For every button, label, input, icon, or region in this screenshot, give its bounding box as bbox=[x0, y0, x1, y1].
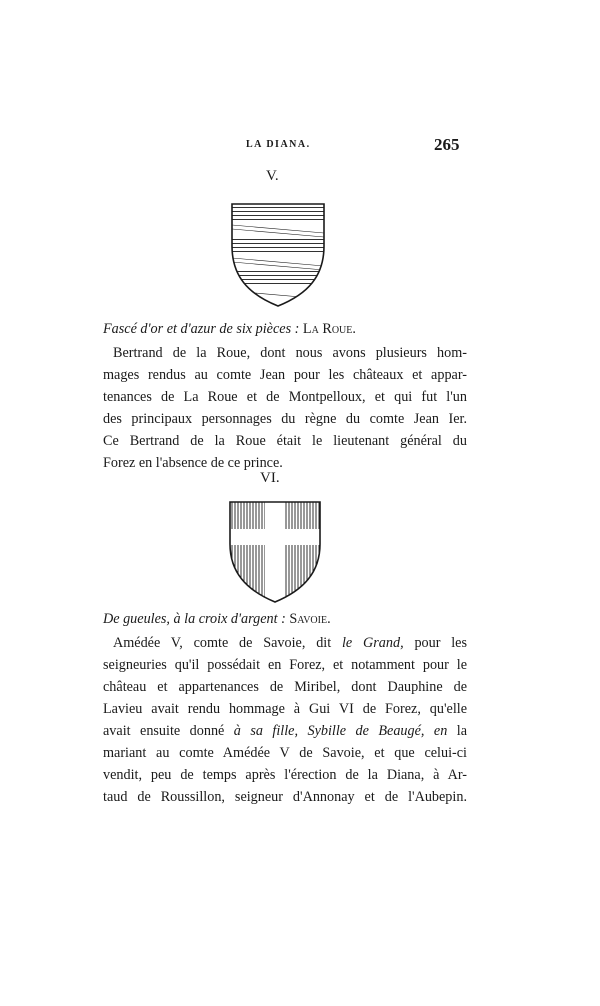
text-line: château et appartenances de Miribel, dont Dauphine de bbox=[103, 679, 467, 695]
text-line: des principaux personnages du règne du comte Jean Ier. bbox=[103, 411, 467, 427]
coat-of-arms-savoie bbox=[228, 500, 322, 604]
text-line: Ce Bertrand de la Roue était le lieutenant général du bbox=[103, 433, 467, 449]
text-run-italic: le Grand, bbox=[341, 635, 404, 651]
text-line: mages rendus au comte Jean pour les châteaux et appar- bbox=[103, 367, 467, 383]
text-run: la bbox=[456, 723, 468, 739]
running-title: LA DIANA. bbox=[246, 139, 311, 150]
blazon-text: Fascé d'or et d'azur de six pièces : bbox=[103, 321, 300, 337]
section-heading-v: V. bbox=[266, 168, 279, 184]
page-number: 265 bbox=[434, 135, 460, 154]
text-line: mariant au comte Amédée V de Savoie, et que celui-ci bbox=[103, 745, 467, 761]
section-heading-vi: VI. bbox=[260, 470, 280, 486]
text-line: vendit, peu de temps après l'érection de la Diana, à Ar- bbox=[103, 767, 467, 783]
text-line bbox=[103, 632, 467, 654]
text-run-italic: à sa fille, Sybille de Beaugé, en bbox=[233, 723, 448, 739]
text-line: tenances de La Roue et de Montpelloux, et qui fut l'un bbox=[103, 389, 467, 405]
text-run: pour les bbox=[414, 635, 468, 651]
blazon-text: De gueules, à la croix d'argent : bbox=[103, 611, 286, 627]
blazon-name: La Roue. bbox=[302, 321, 356, 337]
text-line bbox=[103, 720, 467, 742]
text-line: Bertrand de la Roue, dont nous avons plusieurs hom- bbox=[113, 345, 467, 361]
text-line: taud de Roussillon, seigneur d'Annonay et de l'Aubepin. bbox=[103, 789, 467, 805]
text-line: Lavieu avait rendu hommage à Gui VI de Forez, qu'elle bbox=[103, 701, 467, 717]
blazon-caption-vi bbox=[103, 608, 467, 630]
coat-of-arms-la-roue bbox=[230, 202, 326, 308]
text-line: Forez en l'absence de ce prince. bbox=[103, 455, 283, 471]
text-run: Amédée V, comte de Savoie, dit bbox=[113, 635, 332, 651]
text-run: avait ensuite donné bbox=[103, 723, 225, 739]
text-line: seigneuries qu'il possédait en Forez, et notamment pour le bbox=[103, 657, 467, 673]
blazon-caption-v bbox=[103, 318, 467, 340]
blazon-name: Savoie. bbox=[289, 611, 331, 627]
